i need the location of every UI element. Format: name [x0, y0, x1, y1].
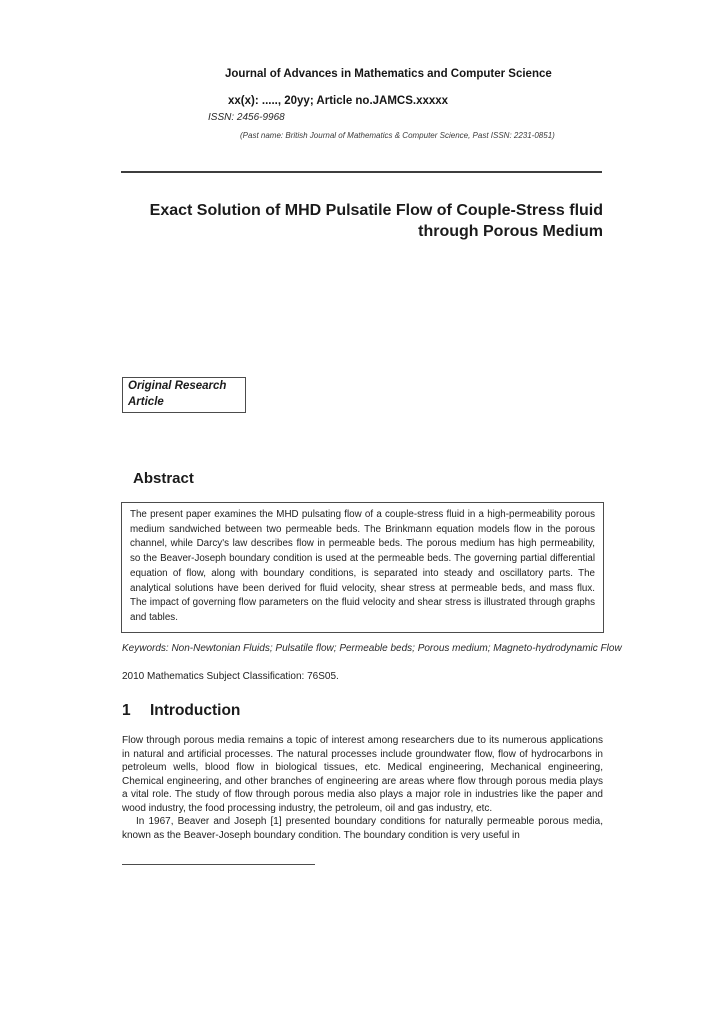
- abstract-text: The present paper examines the MHD pulsating flow of a couple-stress fluid in a high-permeability porous medium sandwiched between two permeable beds. The Brinkmann equation models flow in the porous channel, while Darcy's law describes flow in permeable beds. The porous medium has high permeability, so the Beaver-Joseph boundary condition is used at the permeable beds. The governing partial differential equation of flow, along with boundary conditions, is separated into steady and oscillatory parts. The analytical solutions have been derived for fluid velocity, shear stress at permeable beds, and mass flux. The impact of governing flow parameters on the fluid velocity and shear stress is illustrated through graphs and tables.: [130, 509, 595, 623]
- article-type-label: Original Research Article: [128, 380, 227, 408]
- article-type-box: [122, 377, 246, 413]
- introduction-body: [122, 734, 603, 842]
- footnote-rule: [122, 864, 315, 865]
- issn-line: ISSN: 2456-9968: [208, 112, 285, 123]
- msc-classification: 2010 Mathematics Subject Classification: 76S05.: [122, 671, 339, 682]
- abstract-box: [121, 502, 604, 633]
- intro-paragraph-1: Flow through porous media remains a topic of interest among researchers due to its numerous applications in natural and artificial processes. The natural processes include groundwater flow, flow of hydrocarbons in petroleum wells, blood flow in biological tissues, etc. Medical engineering, Mechanical engineering, Chemical engineering, and other branches of engineering are areas where flow through porous media plays a vital role. The study of flow through porous media also plays a major role in industries like the paper and wood industry, the food processing industry, the petroleum, oil and gas industry, etc.: [122, 735, 603, 814]
- article-title: Exact Solution of MHD Pulsatile Flow of Couple-Stress fluid through Porous Medium: [149, 202, 603, 240]
- intro-paragraph-2: In 1967, Beaver and Joseph [1] presented boundary conditions for naturally permeable porous media, known as the Beaver-Joseph boundary condition. The boundary condition is very useful in: [122, 816, 603, 841]
- section-1-heading: [122, 702, 240, 720]
- abstract-heading: Abstract: [133, 470, 194, 487]
- journal-name: Journal of Advances in Mathematics and Computer Science: [225, 68, 552, 80]
- header-divider-rule: [121, 171, 602, 173]
- past-journal-name: (Past name: British Journal of Mathematics & Computer Science, Past ISSN: 2231-0851): [240, 131, 555, 140]
- section-number: 1: [122, 702, 131, 719]
- issue-info: xx(x): ....., 20yy; Article no.JAMCS.xxxxx: [228, 95, 449, 107]
- keywords-line: Keywords: Non-Newtonian Fluids; Pulsatile flow; Permeable beds; Porous medium; Magneto-hydrodynamic Flow: [122, 643, 622, 654]
- section-title: Introduction: [150, 702, 241, 719]
